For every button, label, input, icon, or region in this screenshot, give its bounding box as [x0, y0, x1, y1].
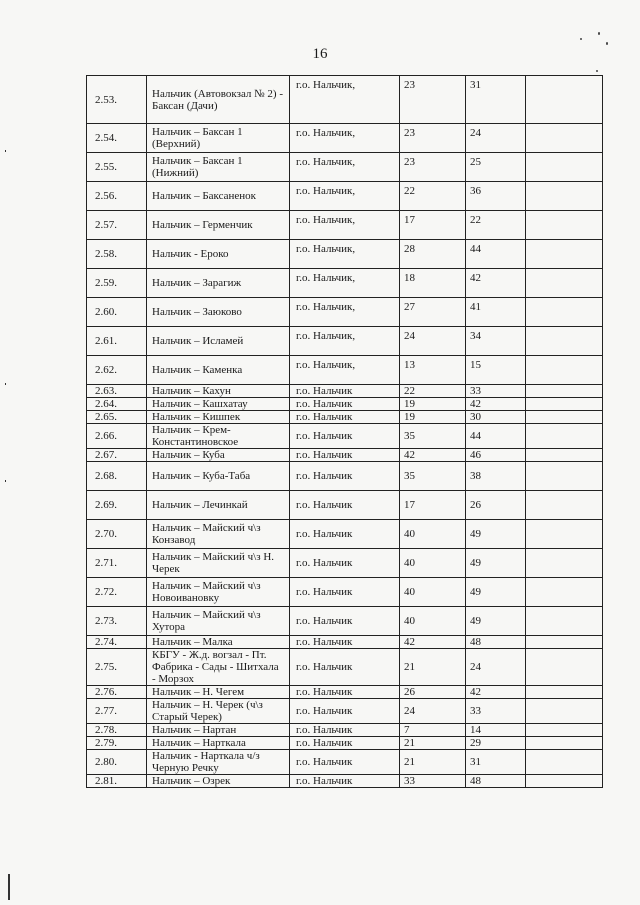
- value-a-cell: 23: [400, 124, 466, 153]
- value-a-cell: 24: [400, 699, 466, 724]
- row-number-cell: 2.72.: [87, 578, 147, 607]
- row-number-cell: 2.68.: [87, 462, 147, 491]
- row-number-cell: 2.74.: [87, 636, 147, 649]
- value-b-cell: 29: [466, 737, 526, 750]
- table-row: [87, 649, 603, 686]
- city-cell: г.о. Нальчик: [290, 549, 400, 578]
- route-name-cell: Нальчик – Исламей: [147, 327, 290, 356]
- scan-speck: [580, 38, 582, 40]
- row-number-cell: 2.57.: [87, 211, 147, 240]
- row-number-cell: 2.76.: [87, 686, 147, 699]
- row-number-cell: 2.53.: [87, 76, 147, 124]
- table-row: [87, 153, 603, 182]
- table-row: [87, 269, 603, 298]
- route-name-cell: Нальчик – Малка: [147, 636, 290, 649]
- value-a-cell: 23: [400, 76, 466, 124]
- route-name-cell: Нальчик (Автовокзал № 2) - Баксан (Дачи): [147, 76, 290, 124]
- extra-cell: [526, 424, 603, 449]
- value-b-cell: 26: [466, 491, 526, 520]
- value-a-cell: 40: [400, 607, 466, 636]
- extra-cell: [526, 750, 603, 775]
- value-a-cell: 28: [400, 240, 466, 269]
- extra-cell: [526, 607, 603, 636]
- margin-mark: [5, 480, 6, 482]
- city-cell: г.о. Нальчик: [290, 607, 400, 636]
- extra-cell: [526, 356, 603, 385]
- value-b-cell: 38: [466, 462, 526, 491]
- city-cell: г.о. Нальчик: [290, 636, 400, 649]
- value-a-cell: 26: [400, 686, 466, 699]
- extra-cell: [526, 298, 603, 327]
- value-b-cell: 30: [466, 411, 526, 424]
- route-name-cell: Нальчик – Майский ч\з Хутора: [147, 607, 290, 636]
- route-name-cell: Нальчик – Баксаненок: [147, 182, 290, 211]
- city-cell: г.о. Нальчик: [290, 775, 400, 788]
- route-name-cell: Нальчик – Майский ч\з Н. Черек: [147, 549, 290, 578]
- city-cell: г.о. Нальчик,: [290, 269, 400, 298]
- value-b-cell: 36: [466, 182, 526, 211]
- value-b-cell: 31: [466, 76, 526, 124]
- row-number-cell: 2.78.: [87, 724, 147, 737]
- city-cell: г.о. Нальчик,: [290, 211, 400, 240]
- table-row: [87, 578, 603, 607]
- city-cell: г.о. Нальчик: [290, 686, 400, 699]
- value-a-cell: 42: [400, 636, 466, 649]
- routes-table-body: [87, 76, 603, 788]
- value-a-cell: 40: [400, 578, 466, 607]
- table-row: [87, 636, 603, 649]
- margin-mark: [5, 383, 6, 385]
- scan-speck: [596, 70, 598, 72]
- route-name-cell: Нальчик – Кашхатау: [147, 398, 290, 411]
- extra-cell: [526, 211, 603, 240]
- route-name-cell: Нальчик – Крем-Константиновское: [147, 424, 290, 449]
- city-cell: г.о. Нальчик,: [290, 356, 400, 385]
- value-b-cell: 49: [466, 607, 526, 636]
- value-b-cell: 42: [466, 686, 526, 699]
- table-row: [87, 76, 603, 124]
- row-number-cell: 2.65.: [87, 411, 147, 424]
- table-row: [87, 327, 603, 356]
- city-cell: г.о. Нальчик: [290, 424, 400, 449]
- extra-cell: [526, 398, 603, 411]
- row-number-cell: 2.56.: [87, 182, 147, 211]
- extra-cell: [526, 520, 603, 549]
- value-b-cell: 49: [466, 549, 526, 578]
- route-name-cell: Нальчик – Озрек: [147, 775, 290, 788]
- table-row: [87, 385, 603, 398]
- value-b-cell: 33: [466, 385, 526, 398]
- row-number-cell: 2.75.: [87, 649, 147, 686]
- routes-table: [86, 75, 603, 788]
- value-a-cell: 21: [400, 649, 466, 686]
- value-b-cell: 33: [466, 699, 526, 724]
- value-a-cell: 22: [400, 385, 466, 398]
- value-a-cell: 18: [400, 269, 466, 298]
- city-cell: г.о. Нальчик,: [290, 124, 400, 153]
- row-number-cell: 2.81.: [87, 775, 147, 788]
- value-a-cell: 22: [400, 182, 466, 211]
- value-b-cell: 25: [466, 153, 526, 182]
- row-number-cell: 2.77.: [87, 699, 147, 724]
- route-name-cell: Нальчик – Куба: [147, 449, 290, 462]
- row-number-cell: 2.63.: [87, 385, 147, 398]
- city-cell: г.о. Нальчик: [290, 737, 400, 750]
- extra-cell: [526, 578, 603, 607]
- extra-cell: [526, 737, 603, 750]
- route-name-cell: Нальчик – Баксан 1 (Нижний): [147, 153, 290, 182]
- value-a-cell: 35: [400, 462, 466, 491]
- table-row: [87, 491, 603, 520]
- route-name-cell: Нальчик - Ероко: [147, 240, 290, 269]
- row-number-cell: 2.69.: [87, 491, 147, 520]
- city-cell: г.о. Нальчик: [290, 491, 400, 520]
- table-row: [87, 240, 603, 269]
- row-number-cell: 2.62.: [87, 356, 147, 385]
- route-name-cell: Нальчик - Нарткала ч/з Черную Речку: [147, 750, 290, 775]
- extra-cell: [526, 269, 603, 298]
- value-a-cell: 17: [400, 491, 466, 520]
- extra-cell: [526, 491, 603, 520]
- extra-cell: [526, 327, 603, 356]
- value-b-cell: 49: [466, 578, 526, 607]
- value-a-cell: 24: [400, 327, 466, 356]
- table-row: [87, 211, 603, 240]
- value-b-cell: 42: [466, 398, 526, 411]
- value-b-cell: 22: [466, 211, 526, 240]
- extra-cell: [526, 76, 603, 124]
- route-name-cell: Нальчик – Нарткала: [147, 737, 290, 750]
- row-number-cell: 2.64.: [87, 398, 147, 411]
- value-b-cell: 14: [466, 724, 526, 737]
- table-row: [87, 607, 603, 636]
- city-cell: г.о. Нальчик,: [290, 240, 400, 269]
- table-row: [87, 737, 603, 750]
- value-a-cell: 35: [400, 424, 466, 449]
- value-b-cell: 41: [466, 298, 526, 327]
- table-row: [87, 686, 603, 699]
- row-number-cell: 2.59.: [87, 269, 147, 298]
- route-name-cell: Нальчик – Майский ч\з Конзавод: [147, 520, 290, 549]
- table-row: [87, 724, 603, 737]
- value-b-cell: 49: [466, 520, 526, 549]
- route-name-cell: Нальчик – Куба-Таба: [147, 462, 290, 491]
- extra-cell: [526, 724, 603, 737]
- route-name-cell: Нальчик – Баксан 1 (Верхний): [147, 124, 290, 153]
- route-name-cell: Нальчик – Заюково: [147, 298, 290, 327]
- value-a-cell: 33: [400, 775, 466, 788]
- table-row: [87, 699, 603, 724]
- extra-cell: [526, 549, 603, 578]
- city-cell: г.о. Нальчик,: [290, 76, 400, 124]
- extra-cell: [526, 182, 603, 211]
- city-cell: г.о. Нальчик,: [290, 153, 400, 182]
- city-cell: г.о. Нальчик,: [290, 182, 400, 211]
- city-cell: г.о. Нальчик: [290, 699, 400, 724]
- table-row: [87, 124, 603, 153]
- row-number-cell: 2.71.: [87, 549, 147, 578]
- route-name-cell: Нальчик – Герменчик: [147, 211, 290, 240]
- table-row: [87, 462, 603, 491]
- row-number-cell: 2.67.: [87, 449, 147, 462]
- extra-cell: [526, 649, 603, 686]
- value-a-cell: 19: [400, 411, 466, 424]
- value-a-cell: 19: [400, 398, 466, 411]
- value-b-cell: 24: [466, 124, 526, 153]
- value-b-cell: 34: [466, 327, 526, 356]
- city-cell: г.о. Нальчик: [290, 578, 400, 607]
- table-row: [87, 750, 603, 775]
- row-number-cell: 2.79.: [87, 737, 147, 750]
- extra-cell: [526, 775, 603, 788]
- city-cell: г.о. Нальчик,: [290, 327, 400, 356]
- table-row: [87, 775, 603, 788]
- table-row: [87, 298, 603, 327]
- value-a-cell: 42: [400, 449, 466, 462]
- extra-cell: [526, 449, 603, 462]
- value-b-cell: 46: [466, 449, 526, 462]
- value-b-cell: 24: [466, 649, 526, 686]
- extra-cell: [526, 240, 603, 269]
- extra-cell: [526, 411, 603, 424]
- routes-table-container: [86, 75, 602, 788]
- city-cell: г.о. Нальчик: [290, 649, 400, 686]
- value-a-cell: 21: [400, 737, 466, 750]
- value-a-cell: 23: [400, 153, 466, 182]
- route-name-cell: Нальчик – Нартан: [147, 724, 290, 737]
- value-b-cell: 42: [466, 269, 526, 298]
- row-number-cell: 2.70.: [87, 520, 147, 549]
- row-number-cell: 2.61.: [87, 327, 147, 356]
- table-row: [87, 520, 603, 549]
- route-name-cell: Нальчик – Н. Чегем: [147, 686, 290, 699]
- value-a-cell: 7: [400, 724, 466, 737]
- city-cell: г.о. Нальчик: [290, 462, 400, 491]
- value-a-cell: 40: [400, 520, 466, 549]
- value-a-cell: 40: [400, 549, 466, 578]
- extra-cell: [526, 385, 603, 398]
- table-row: [87, 182, 603, 211]
- row-number-cell: 2.54.: [87, 124, 147, 153]
- row-number-cell: 2.80.: [87, 750, 147, 775]
- scan-speck: [598, 32, 600, 35]
- value-b-cell: 31: [466, 750, 526, 775]
- route-name-cell: КБГУ - Ж.д. вогзал - Пт. Фабрика - Сады - Шитхала - Морзох: [147, 649, 290, 686]
- route-name-cell: Нальчик – Н. Черек (ч\з Старый Черек): [147, 699, 290, 724]
- route-name-cell: Нальчик – Майский ч\з Новоивановку: [147, 578, 290, 607]
- city-cell: г.о. Нальчик: [290, 520, 400, 549]
- city-cell: г.о. Нальчик: [290, 385, 400, 398]
- row-number-cell: 2.66.: [87, 424, 147, 449]
- table-row: [87, 549, 603, 578]
- extra-cell: [526, 636, 603, 649]
- value-a-cell: 13: [400, 356, 466, 385]
- table-row: [87, 449, 603, 462]
- value-a-cell: 21: [400, 750, 466, 775]
- scan-speck: [606, 42, 608, 45]
- table-row: [87, 411, 603, 424]
- value-b-cell: 48: [466, 636, 526, 649]
- value-a-cell: 17: [400, 211, 466, 240]
- value-b-cell: 44: [466, 424, 526, 449]
- value-a-cell: 27: [400, 298, 466, 327]
- route-name-cell: Нальчик – Кахун: [147, 385, 290, 398]
- city-cell: г.о. Нальчик: [290, 724, 400, 737]
- margin-mark: [8, 874, 10, 900]
- city-cell: г.о. Нальчик: [290, 449, 400, 462]
- page-number: 16: [312, 46, 328, 62]
- table-row: [87, 398, 603, 411]
- city-cell: г.о. Нальчик: [290, 398, 400, 411]
- route-name-cell: Нальчик – Лечинкай: [147, 491, 290, 520]
- city-cell: г.о. Нальчик,: [290, 298, 400, 327]
- city-cell: г.о. Нальчик: [290, 411, 400, 424]
- row-number-cell: 2.58.: [87, 240, 147, 269]
- table-row: [87, 424, 603, 449]
- extra-cell: [526, 153, 603, 182]
- margin-mark: [5, 150, 6, 152]
- route-name-cell: Нальчик – Каменка: [147, 356, 290, 385]
- extra-cell: [526, 686, 603, 699]
- row-number-cell: 2.55.: [87, 153, 147, 182]
- value-b-cell: 15: [466, 356, 526, 385]
- value-b-cell: 44: [466, 240, 526, 269]
- value-b-cell: 48: [466, 775, 526, 788]
- route-name-cell: Нальчик – Кишпек: [147, 411, 290, 424]
- city-cell: г.о. Нальчик: [290, 750, 400, 775]
- table-row: [87, 356, 603, 385]
- extra-cell: [526, 462, 603, 491]
- route-name-cell: Нальчик – Зарагиж: [147, 269, 290, 298]
- row-number-cell: 2.73.: [87, 607, 147, 636]
- extra-cell: [526, 699, 603, 724]
- row-number-cell: 2.60.: [87, 298, 147, 327]
- extra-cell: [526, 124, 603, 153]
